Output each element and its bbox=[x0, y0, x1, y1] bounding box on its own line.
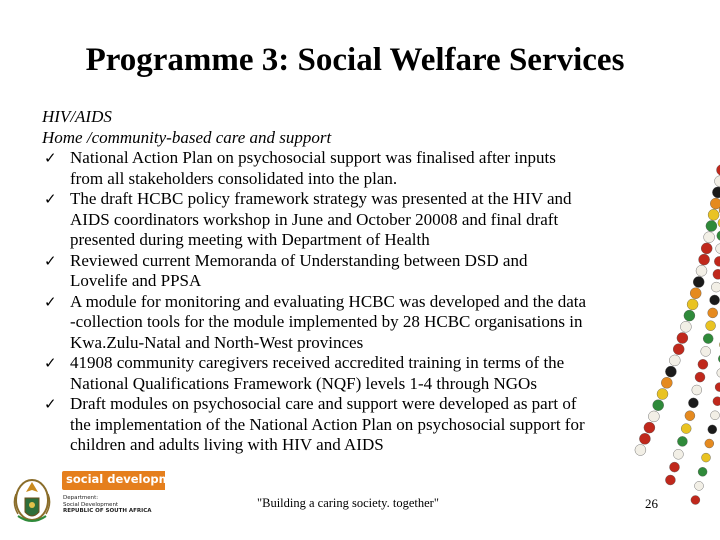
bead bbox=[708, 308, 718, 318]
bead bbox=[708, 425, 717, 434]
bead bbox=[706, 321, 716, 331]
bullet-line: Reviewed current Memoranda of Understanding between DSD and bbox=[70, 250, 528, 270]
bead bbox=[715, 176, 720, 187]
bullet-item bbox=[42, 353, 692, 394]
bullet-line: Kwa.Zulu-Natal and North-West provinces bbox=[70, 332, 364, 352]
bullet-line: National Action Plan on psychosocial support was finalised after inputs bbox=[70, 148, 556, 167]
bead bbox=[699, 254, 710, 265]
bead bbox=[710, 198, 720, 209]
bullet-list bbox=[42, 148, 692, 456]
subsection-heading: Home /community-based care and support bbox=[42, 128, 332, 147]
bullet-line: children and adults living with HIV and AIDS bbox=[70, 435, 384, 454]
bullet-line: -collection tools for the module implemented by 28 HCBC organisations in bbox=[70, 312, 583, 331]
checkmark-icon: ✓ bbox=[44, 190, 57, 208]
logo-dept-line: REPUBLIC OF SOUTH AFRICA bbox=[63, 508, 152, 515]
logo-banner-text: social development bbox=[66, 472, 193, 486]
checkmark-icon: ✓ bbox=[44, 292, 57, 311]
bead bbox=[717, 165, 720, 176]
bead bbox=[715, 383, 720, 392]
bead bbox=[713, 269, 720, 279]
bullet-line: presented during meeting with Department of Health bbox=[70, 230, 430, 249]
bullet-item bbox=[42, 189, 692, 251]
bead bbox=[712, 187, 720, 198]
bead bbox=[698, 467, 707, 476]
bead bbox=[713, 397, 720, 406]
checkmark-icon: ✓ bbox=[44, 354, 57, 372]
bead bbox=[692, 385, 702, 395]
checkmark-icon: ✓ bbox=[44, 395, 57, 413]
bead bbox=[702, 453, 711, 462]
bead bbox=[701, 243, 712, 254]
checkmark-icon: ✓ bbox=[44, 251, 57, 270]
section-heading: HIV/AIDS bbox=[42, 107, 112, 126]
bead bbox=[665, 475, 675, 485]
bead bbox=[705, 439, 714, 448]
bead bbox=[703, 334, 713, 344]
bullet-line: A module for monitoring and evaluating HCBC was developed and the data bbox=[70, 291, 587, 311]
logo-dept-line: Department: bbox=[63, 495, 99, 501]
bead bbox=[710, 295, 720, 305]
bead bbox=[706, 221, 717, 232]
bead bbox=[693, 277, 704, 288]
bead bbox=[708, 209, 719, 220]
bead bbox=[695, 372, 705, 382]
bead bbox=[701, 346, 711, 356]
bullet-line: 41908 community caregivers received accredited training in terms of the bbox=[70, 353, 565, 372]
bullet-line: Draft modules on psychosocial care and support were developed as part of bbox=[70, 394, 577, 413]
footer-slogan: "Building a caring society. together" bbox=[257, 496, 439, 510]
bullet-line: National Qualifications Framework (NQF) levels 1-4 through NGOs bbox=[70, 373, 537, 393]
page-number: 26 bbox=[645, 496, 658, 511]
bead bbox=[691, 496, 700, 505]
slide-title: Programme 3: Social Welfare Services bbox=[85, 42, 625, 78]
logo-dept-line: Social Development bbox=[63, 501, 119, 508]
slide-content bbox=[42, 106, 692, 456]
bullet-line: The draft HCBC policy framework strategy was presented at the HIV and bbox=[70, 189, 572, 208]
bullet-item bbox=[42, 148, 692, 189]
bead bbox=[695, 481, 704, 490]
bead bbox=[716, 244, 720, 254]
bead bbox=[670, 462, 680, 472]
bead bbox=[714, 256, 720, 266]
bead bbox=[696, 265, 707, 276]
bullet-line: the implementation of the National Action Plan on psychosocial support for bbox=[70, 414, 585, 434]
bullet-item bbox=[42, 292, 692, 354]
bullet-item bbox=[42, 394, 692, 456]
bullet-line: from all stakeholders consolidated into the plan. bbox=[70, 168, 398, 188]
logo-department-text bbox=[63, 495, 152, 515]
bead bbox=[704, 232, 715, 243]
bead bbox=[711, 411, 720, 420]
bead bbox=[698, 359, 708, 369]
bullet-line: AIDS coordinators workshop in June and October 20008 and final draft bbox=[70, 209, 559, 229]
bullet-item bbox=[42, 251, 692, 292]
bead bbox=[711, 282, 720, 292]
bullet-line: Lovelife and PPSA bbox=[70, 271, 202, 290]
checkmark-icon: ✓ bbox=[44, 149, 57, 167]
